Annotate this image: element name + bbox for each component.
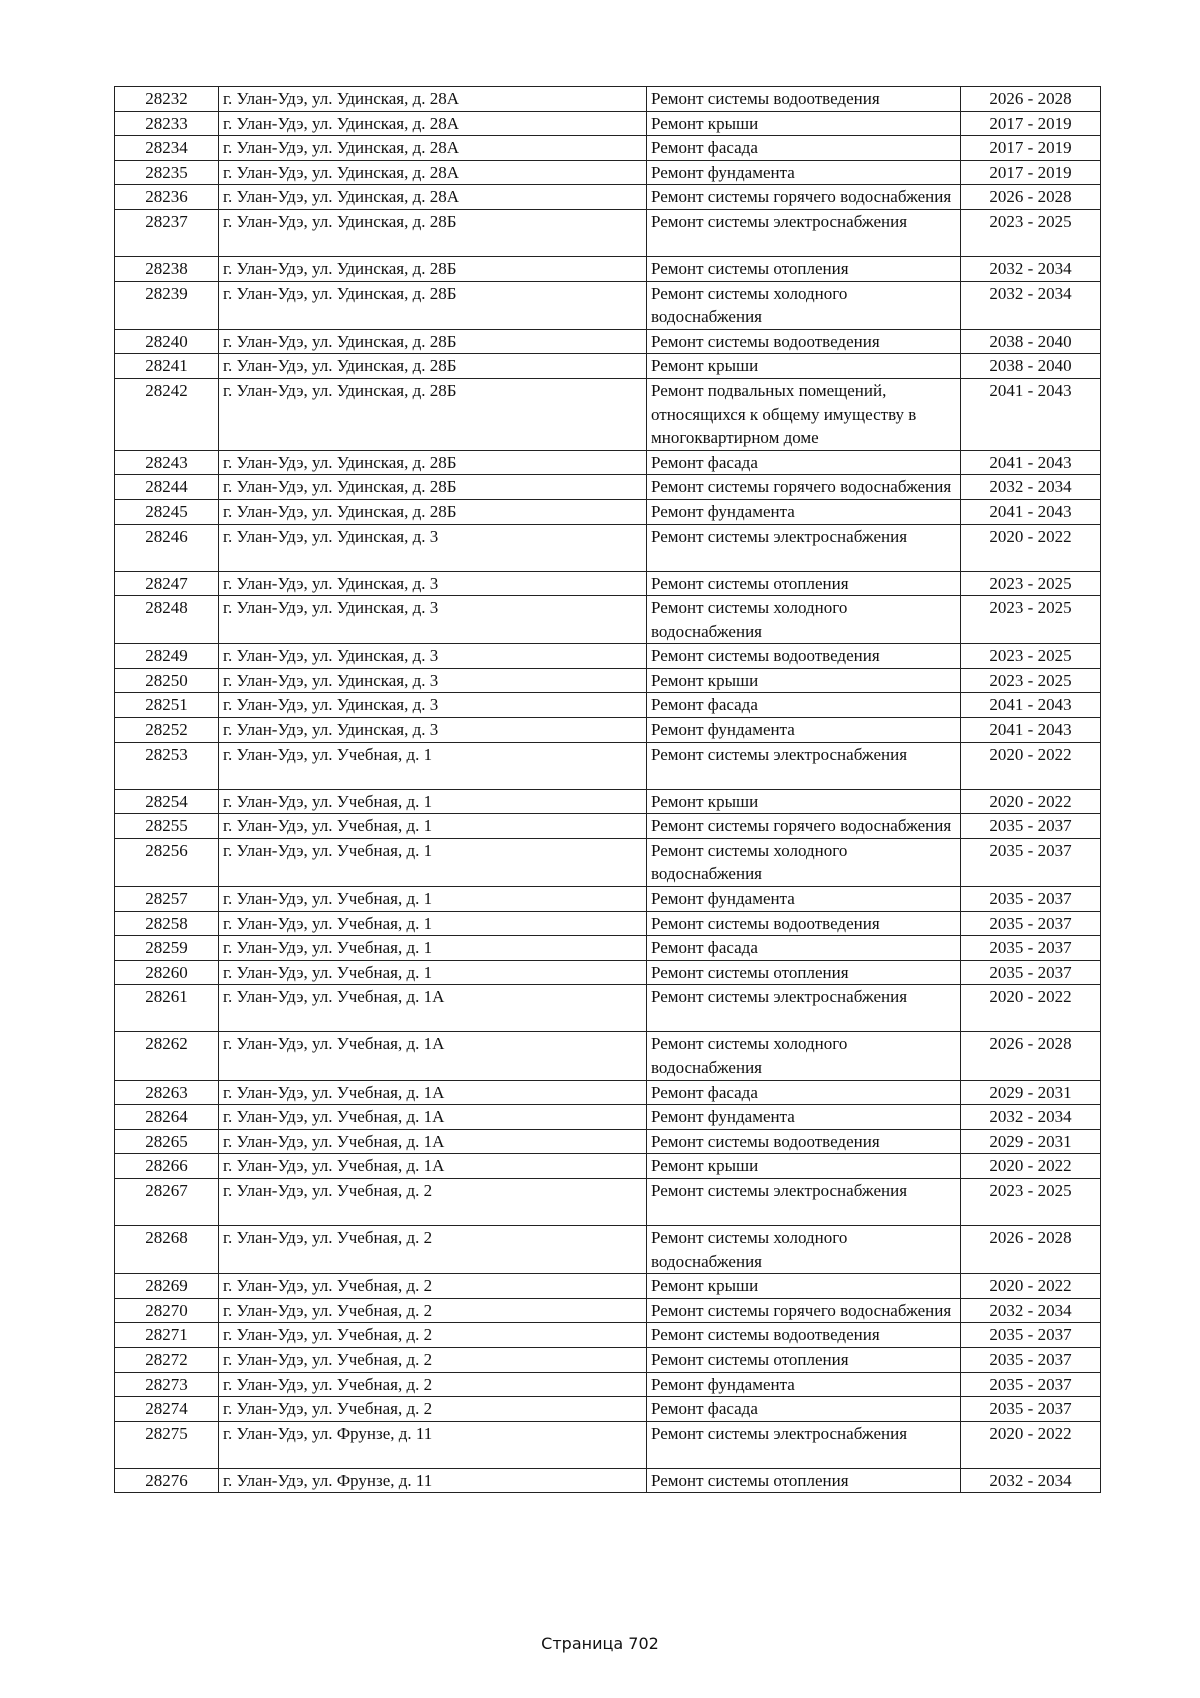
work-schedule-table xyxy=(114,86,1101,1493)
row-address: г. Улан-Удэ, ул. Удинская, д. 3 xyxy=(219,718,647,743)
row-address: г. Улан-Удэ, ул. Учебная, д. 1 xyxy=(219,789,647,814)
row-number: 28232 xyxy=(115,87,219,112)
row-work-type: Ремонт системы водоотведения xyxy=(647,1323,961,1348)
row-period: 2023 - 2025 xyxy=(961,644,1101,669)
table-row xyxy=(115,985,1101,1032)
row-work-type: Ремонт системы отопления xyxy=(647,960,961,985)
row-period: 2035 - 2037 xyxy=(961,814,1101,839)
row-period: 2041 - 2043 xyxy=(961,693,1101,718)
row-number: 28247 xyxy=(115,571,219,596)
row-address: г. Улан-Удэ, ул. Учебная, д. 1А xyxy=(219,1105,647,1130)
row-address: г. Улан-Удэ, ул. Учебная, д. 2 xyxy=(219,1225,647,1273)
row-work-type: Ремонт фасада xyxy=(647,450,961,475)
row-period: 2026 - 2028 xyxy=(961,87,1101,112)
row-work-type: Ремонт крыши xyxy=(647,1274,961,1299)
row-period: 2032 - 2034 xyxy=(961,1105,1101,1130)
row-work-type: Ремонт системы холодного водоснабжения xyxy=(647,596,961,644)
row-work-type: Ремонт крыши xyxy=(647,668,961,693)
table-row xyxy=(115,1225,1101,1273)
table-row xyxy=(115,185,1101,210)
table-row xyxy=(115,1372,1101,1397)
row-number: 28233 xyxy=(115,111,219,136)
table-body xyxy=(115,87,1101,1493)
table-row xyxy=(115,693,1101,718)
row-period: 2035 - 2037 xyxy=(961,960,1101,985)
row-work-type: Ремонт системы отопления xyxy=(647,571,961,596)
row-address: г. Улан-Удэ, ул. Удинская, д. 28А xyxy=(219,87,647,112)
row-address: г. Улан-Удэ, ул. Учебная, д. 1 xyxy=(219,838,647,886)
row-period: 2023 - 2025 xyxy=(961,571,1101,596)
row-period: 2017 - 2019 xyxy=(961,111,1101,136)
row-period: 2020 - 2022 xyxy=(961,985,1101,1032)
row-number: 28264 xyxy=(115,1105,219,1130)
row-work-type: Ремонт системы электроснабжения xyxy=(647,985,961,1032)
table-row xyxy=(115,668,1101,693)
row-number: 28267 xyxy=(115,1178,219,1225)
row-number: 28236 xyxy=(115,185,219,210)
row-work-type: Ремонт фундамента xyxy=(647,1372,961,1397)
row-period: 2041 - 2043 xyxy=(961,450,1101,475)
table-row xyxy=(115,475,1101,500)
row-number: 28255 xyxy=(115,814,219,839)
row-number: 28238 xyxy=(115,256,219,281)
row-period: 2020 - 2022 xyxy=(961,789,1101,814)
row-period: 2017 - 2019 xyxy=(961,160,1101,185)
row-address: г. Улан-Удэ, ул. Удинская, д. 28А xyxy=(219,111,647,136)
row-address: г. Улан-Удэ, ул. Фрунзе, д. 11 xyxy=(219,1468,647,1493)
row-address: г. Улан-Удэ, ул. Удинская, д. 28Б xyxy=(219,499,647,524)
row-work-type: Ремонт системы отопления xyxy=(647,1468,961,1493)
row-number: 28270 xyxy=(115,1298,219,1323)
table-row xyxy=(115,1154,1101,1179)
row-period: 2020 - 2022 xyxy=(961,1154,1101,1179)
row-work-type: Ремонт системы отопления xyxy=(647,1347,961,1372)
row-address: г. Улан-Удэ, ул. Удинская, д. 28А xyxy=(219,185,647,210)
row-work-type: Ремонт системы водоотведения xyxy=(647,911,961,936)
row-number: 28272 xyxy=(115,1347,219,1372)
row-work-type: Ремонт системы электроснабжения xyxy=(647,1178,961,1225)
table-row xyxy=(115,1129,1101,1154)
row-address: г. Улан-Удэ, ул. Удинская, д. 3 xyxy=(219,524,647,571)
row-work-type: Ремонт системы электроснабжения xyxy=(647,524,961,571)
table-row xyxy=(115,524,1101,571)
table-row xyxy=(115,1347,1101,1372)
table-row xyxy=(115,742,1101,789)
row-address: г. Улан-Удэ, ул. Удинская, д. 3 xyxy=(219,571,647,596)
table-row xyxy=(115,644,1101,669)
row-period: 2017 - 2019 xyxy=(961,136,1101,161)
row-address: г. Улан-Удэ, ул. Удинская, д. 3 xyxy=(219,668,647,693)
row-work-type: Ремонт системы горячего водоснабжения xyxy=(647,475,961,500)
row-period: 2038 - 2040 xyxy=(961,354,1101,379)
table-row xyxy=(115,718,1101,743)
row-address: г. Улан-Удэ, ул. Учебная, д. 1А xyxy=(219,1080,647,1105)
row-number: 28260 xyxy=(115,960,219,985)
row-period: 2035 - 2037 xyxy=(961,1372,1101,1397)
row-address: г. Улан-Удэ, ул. Удинская, д. 3 xyxy=(219,644,647,669)
row-work-type: Ремонт системы холодного водоснабжения xyxy=(647,1032,961,1080)
table-row xyxy=(115,378,1101,450)
row-address: г. Улан-Удэ, ул. Учебная, д. 2 xyxy=(219,1323,647,1348)
row-number: 28266 xyxy=(115,1154,219,1179)
table-row xyxy=(115,256,1101,281)
row-number: 28251 xyxy=(115,693,219,718)
row-number: 28239 xyxy=(115,281,219,329)
table-row xyxy=(115,838,1101,886)
row-period: 2023 - 2025 xyxy=(961,1178,1101,1225)
row-period: 2029 - 2031 xyxy=(961,1080,1101,1105)
row-number: 28241 xyxy=(115,354,219,379)
row-work-type: Ремонт фундамента xyxy=(647,887,961,912)
row-period: 2032 - 2034 xyxy=(961,1468,1101,1493)
row-period: 2032 - 2034 xyxy=(961,256,1101,281)
table-row xyxy=(115,960,1101,985)
table-row xyxy=(115,87,1101,112)
row-address: г. Улан-Удэ, ул. Удинская, д. 28Б xyxy=(219,378,647,450)
row-work-type: Ремонт крыши xyxy=(647,354,961,379)
row-address: г. Улан-Удэ, ул. Учебная, д. 1 xyxy=(219,960,647,985)
row-number: 28234 xyxy=(115,136,219,161)
row-period: 2041 - 2043 xyxy=(961,499,1101,524)
row-number: 28243 xyxy=(115,450,219,475)
row-period: 2035 - 2037 xyxy=(961,911,1101,936)
row-work-type: Ремонт системы горячего водоснабжения xyxy=(647,185,961,210)
row-number: 28248 xyxy=(115,596,219,644)
row-address: г. Улан-Удэ, ул. Учебная, д. 1 xyxy=(219,911,647,936)
row-number: 28252 xyxy=(115,718,219,743)
row-work-type: Ремонт фасада xyxy=(647,136,961,161)
table-row xyxy=(115,1397,1101,1422)
row-period: 2041 - 2043 xyxy=(961,718,1101,743)
table-row xyxy=(115,354,1101,379)
row-work-type: Ремонт фундамента xyxy=(647,718,961,743)
table-row xyxy=(115,887,1101,912)
table-row xyxy=(115,789,1101,814)
row-period: 2026 - 2028 xyxy=(961,1225,1101,1273)
table-row xyxy=(115,1080,1101,1105)
row-period: 2035 - 2037 xyxy=(961,1323,1101,1348)
row-period: 2023 - 2025 xyxy=(961,596,1101,644)
row-address: г. Улан-Удэ, ул. Удинская, д. 28Б xyxy=(219,354,647,379)
row-work-type: Ремонт системы электроснабжения xyxy=(647,742,961,789)
row-work-type: Ремонт фасада xyxy=(647,1397,961,1422)
row-period: 2032 - 2034 xyxy=(961,281,1101,329)
row-period: 2020 - 2022 xyxy=(961,1421,1101,1468)
row-work-type: Ремонт фасада xyxy=(647,693,961,718)
row-number: 28259 xyxy=(115,936,219,961)
row-address: г. Улан-Удэ, ул. Учебная, д. 2 xyxy=(219,1178,647,1225)
table-row xyxy=(115,571,1101,596)
table-row xyxy=(115,160,1101,185)
row-address: г. Улан-Удэ, ул. Учебная, д. 2 xyxy=(219,1274,647,1299)
row-work-type: Ремонт подвальных помещений, относящихся к общему имуществу в многоквартирном доме xyxy=(647,378,961,450)
row-number: 28244 xyxy=(115,475,219,500)
row-work-type: Ремонт крыши xyxy=(647,789,961,814)
row-address: г. Улан-Удэ, ул. Удинская, д. 28А xyxy=(219,160,647,185)
row-period: 2023 - 2025 xyxy=(961,209,1101,256)
row-number: 28249 xyxy=(115,644,219,669)
row-number: 28235 xyxy=(115,160,219,185)
row-number: 28258 xyxy=(115,911,219,936)
table-row xyxy=(115,111,1101,136)
row-period: 2032 - 2034 xyxy=(961,475,1101,500)
row-address: г. Улан-Удэ, ул. Учебная, д. 1А xyxy=(219,985,647,1032)
table-row xyxy=(115,1298,1101,1323)
row-address: г. Улан-Удэ, ул. Удинская, д. 28Б xyxy=(219,475,647,500)
row-work-type: Ремонт крыши xyxy=(647,111,961,136)
table-row xyxy=(115,1105,1101,1130)
row-number: 28261 xyxy=(115,985,219,1032)
table-row xyxy=(115,1274,1101,1299)
row-address: г. Улан-Удэ, ул. Фрунзе, д. 11 xyxy=(219,1421,647,1468)
row-work-type: Ремонт крыши xyxy=(647,1154,961,1179)
row-period: 2032 - 2034 xyxy=(961,1298,1101,1323)
row-work-type: Ремонт системы электроснабжения xyxy=(647,209,961,256)
row-work-type: Ремонт системы водоотведения xyxy=(647,329,961,354)
row-address: г. Улан-Удэ, ул. Учебная, д. 2 xyxy=(219,1397,647,1422)
row-number: 28271 xyxy=(115,1323,219,1348)
row-work-type: Ремонт системы горячего водоснабжения xyxy=(647,814,961,839)
row-work-type: Ремонт фундамента xyxy=(647,499,961,524)
table-row xyxy=(115,596,1101,644)
row-address: г. Улан-Удэ, ул. Учебная, д. 1 xyxy=(219,742,647,789)
page-number: Страница 702 xyxy=(541,1634,659,1653)
row-number: 28274 xyxy=(115,1397,219,1422)
row-number: 28246 xyxy=(115,524,219,571)
row-number: 28240 xyxy=(115,329,219,354)
row-address: г. Улан-Удэ, ул. Удинская, д. 3 xyxy=(219,596,647,644)
row-number: 28276 xyxy=(115,1468,219,1493)
table-row xyxy=(115,936,1101,961)
row-address: г. Улан-Удэ, ул. Удинская, д. 28А xyxy=(219,136,647,161)
table-row xyxy=(115,209,1101,256)
row-work-type: Ремонт фасада xyxy=(647,936,961,961)
row-work-type: Ремонт фундамента xyxy=(647,160,961,185)
row-period: 2035 - 2037 xyxy=(961,838,1101,886)
row-number: 28254 xyxy=(115,789,219,814)
row-address: г. Улан-Удэ, ул. Удинская, д. 28Б xyxy=(219,450,647,475)
table-row xyxy=(115,450,1101,475)
row-work-type: Ремонт системы холодного водоснабжения xyxy=(647,1225,961,1273)
table-row xyxy=(115,136,1101,161)
row-work-type: Ремонт системы отопления xyxy=(647,256,961,281)
row-address: г. Улан-Удэ, ул. Удинская, д. 28Б xyxy=(219,209,647,256)
row-period: 2038 - 2040 xyxy=(961,329,1101,354)
row-number: 28250 xyxy=(115,668,219,693)
row-number: 28273 xyxy=(115,1372,219,1397)
row-period: 2020 - 2022 xyxy=(961,1274,1101,1299)
row-work-type: Ремонт системы водоотведения xyxy=(647,87,961,112)
row-work-type: Ремонт фундамента xyxy=(647,1105,961,1130)
row-period: 2020 - 2022 xyxy=(961,742,1101,789)
row-period: 2035 - 2037 xyxy=(961,936,1101,961)
row-address: г. Улан-Удэ, ул. Учебная, д. 2 xyxy=(219,1347,647,1372)
row-number: 28275 xyxy=(115,1421,219,1468)
row-address: г. Улан-Удэ, ул. Удинская, д. 28Б xyxy=(219,329,647,354)
row-number: 28263 xyxy=(115,1080,219,1105)
table-row xyxy=(115,1421,1101,1468)
row-number: 28262 xyxy=(115,1032,219,1080)
table-row xyxy=(115,1178,1101,1225)
row-address: г. Улан-Удэ, ул. Учебная, д. 1 xyxy=(219,887,647,912)
row-address: г. Улан-Удэ, ул. Учебная, д. 1 xyxy=(219,814,647,839)
row-number: 28237 xyxy=(115,209,219,256)
row-period: 2035 - 2037 xyxy=(961,1397,1101,1422)
row-work-type: Ремонт фасада xyxy=(647,1080,961,1105)
row-number: 28253 xyxy=(115,742,219,789)
row-number: 28257 xyxy=(115,887,219,912)
row-period: 2020 - 2022 xyxy=(961,524,1101,571)
row-period: 2041 - 2043 xyxy=(961,378,1101,450)
row-period: 2023 - 2025 xyxy=(961,668,1101,693)
row-address: г. Улан-Удэ, ул. Учебная, д. 1А xyxy=(219,1129,647,1154)
row-address: г. Улан-Удэ, ул. Учебная, д. 2 xyxy=(219,1372,647,1397)
row-number: 28256 xyxy=(115,838,219,886)
row-work-type: Ремонт системы холодного водоснабжения xyxy=(647,838,961,886)
table-row xyxy=(115,329,1101,354)
row-work-type: Ремонт системы горячего водоснабжения xyxy=(647,1298,961,1323)
table-row xyxy=(115,1032,1101,1080)
row-number: 28245 xyxy=(115,499,219,524)
table-row xyxy=(115,1468,1101,1493)
table-row xyxy=(115,281,1101,329)
row-address: г. Улан-Удэ, ул. Удинская, д. 28Б xyxy=(219,256,647,281)
row-period: 2035 - 2037 xyxy=(961,1347,1101,1372)
row-period: 2026 - 2028 xyxy=(961,1032,1101,1080)
row-number: 28242 xyxy=(115,378,219,450)
row-address: г. Улан-Удэ, ул. Удинская, д. 28Б xyxy=(219,281,647,329)
row-number: 28268 xyxy=(115,1225,219,1273)
row-address: г. Улан-Удэ, ул. Учебная, д. 1 xyxy=(219,936,647,961)
row-period: 2035 - 2037 xyxy=(961,887,1101,912)
row-work-type: Ремонт системы холодного водоснабжения xyxy=(647,281,961,329)
table-row xyxy=(115,499,1101,524)
table-row xyxy=(115,1323,1101,1348)
row-work-type: Ремонт системы водоотведения xyxy=(647,644,961,669)
row-work-type: Ремонт системы водоотведения xyxy=(647,1129,961,1154)
row-period: 2029 - 2031 xyxy=(961,1129,1101,1154)
table-row xyxy=(115,814,1101,839)
row-address: г. Улан-Удэ, ул. Учебная, д. 2 xyxy=(219,1298,647,1323)
row-address: г. Улан-Удэ, ул. Учебная, д. 1А xyxy=(219,1032,647,1080)
row-number: 28265 xyxy=(115,1129,219,1154)
row-work-type: Ремонт системы электроснабжения xyxy=(647,1421,961,1468)
row-number: 28269 xyxy=(115,1274,219,1299)
row-address: г. Улан-Удэ, ул. Учебная, д. 1А xyxy=(219,1154,647,1179)
row-address: г. Улан-Удэ, ул. Удинская, д. 3 xyxy=(219,693,647,718)
row-period: 2026 - 2028 xyxy=(961,185,1101,210)
table-row xyxy=(115,911,1101,936)
